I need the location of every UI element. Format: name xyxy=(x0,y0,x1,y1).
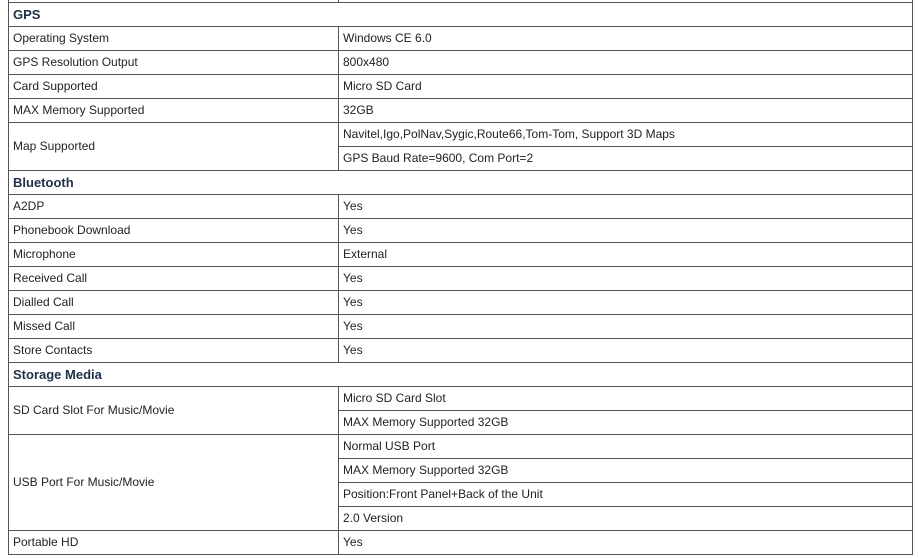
spec-label: Microphone xyxy=(9,243,339,267)
spec-table-body xyxy=(9,0,913,555)
spec-value: Position:Front Panel+Back of the Unit xyxy=(339,483,913,507)
spec-label: Map Supported xyxy=(9,123,339,171)
section-header-row xyxy=(9,363,913,387)
spec-value: Yes xyxy=(339,267,913,291)
spec-value: Micro SD Card Slot xyxy=(339,387,913,411)
spec-label: GPS Resolution Output xyxy=(9,51,339,75)
spec-value: Yes xyxy=(339,291,913,315)
spec-label: SD Card Slot For Music/Movie xyxy=(9,387,339,435)
spec-label: Portable HD xyxy=(9,531,339,555)
spec-value: External xyxy=(339,243,913,267)
table-row xyxy=(9,99,913,123)
table-row xyxy=(9,27,913,51)
spec-value: GPS Baud Rate=9600, Com Port=2 xyxy=(339,147,913,171)
spec-table xyxy=(8,0,913,555)
table-row xyxy=(9,315,913,339)
section-title: Storage Media xyxy=(9,363,913,387)
spec-value: 2.0 Version xyxy=(339,507,913,531)
spec-value: MAX Memory Supported 32GB xyxy=(339,459,913,483)
spec-value: Normal USB Port xyxy=(339,435,913,459)
table-row xyxy=(9,123,913,147)
spec-label: Received Call xyxy=(9,267,339,291)
table-row xyxy=(9,435,913,459)
spec-value: Navitel,Igo,PolNav,Sygic,Route66,Tom-Tom, Support 3D Maps xyxy=(339,123,913,147)
table-row xyxy=(9,339,913,363)
table-row xyxy=(9,243,913,267)
table-row xyxy=(9,267,913,291)
table-row xyxy=(9,219,913,243)
section-header-row xyxy=(9,171,913,195)
section-header-row xyxy=(9,3,913,27)
spec-value: 800x480 xyxy=(339,51,913,75)
table-row xyxy=(9,51,913,75)
section-title: GPS xyxy=(9,3,913,27)
spec-label: Dialled Call xyxy=(9,291,339,315)
spec-value: MAX Memory Supported 32GB xyxy=(339,411,913,435)
spec-label: USB Port For Music/Movie xyxy=(9,435,339,531)
spec-label: Store Contacts xyxy=(9,339,339,363)
spec-label: A2DP xyxy=(9,195,339,219)
table-row xyxy=(9,387,913,411)
spec-value: Yes xyxy=(339,195,913,219)
spec-value: Yes xyxy=(339,219,913,243)
table-row xyxy=(9,291,913,315)
table-row xyxy=(9,75,913,99)
table-row xyxy=(9,531,913,555)
spec-label: Operating System xyxy=(9,27,339,51)
spec-value: Yes xyxy=(339,531,913,555)
spec-value: Yes xyxy=(339,315,913,339)
spec-value: 32GB xyxy=(339,99,913,123)
spec-value: Yes xyxy=(339,339,913,363)
spec-value: Micro SD Card xyxy=(339,75,913,99)
spec-value: Windows CE 6.0 xyxy=(339,27,913,51)
spec-label: Missed Call xyxy=(9,315,339,339)
table-row xyxy=(9,195,913,219)
spec-label: MAX Memory Supported xyxy=(9,99,339,123)
spec-label: Phonebook Download xyxy=(9,219,339,243)
spec-label: Card Supported xyxy=(9,75,339,99)
section-title: Bluetooth xyxy=(9,171,913,195)
